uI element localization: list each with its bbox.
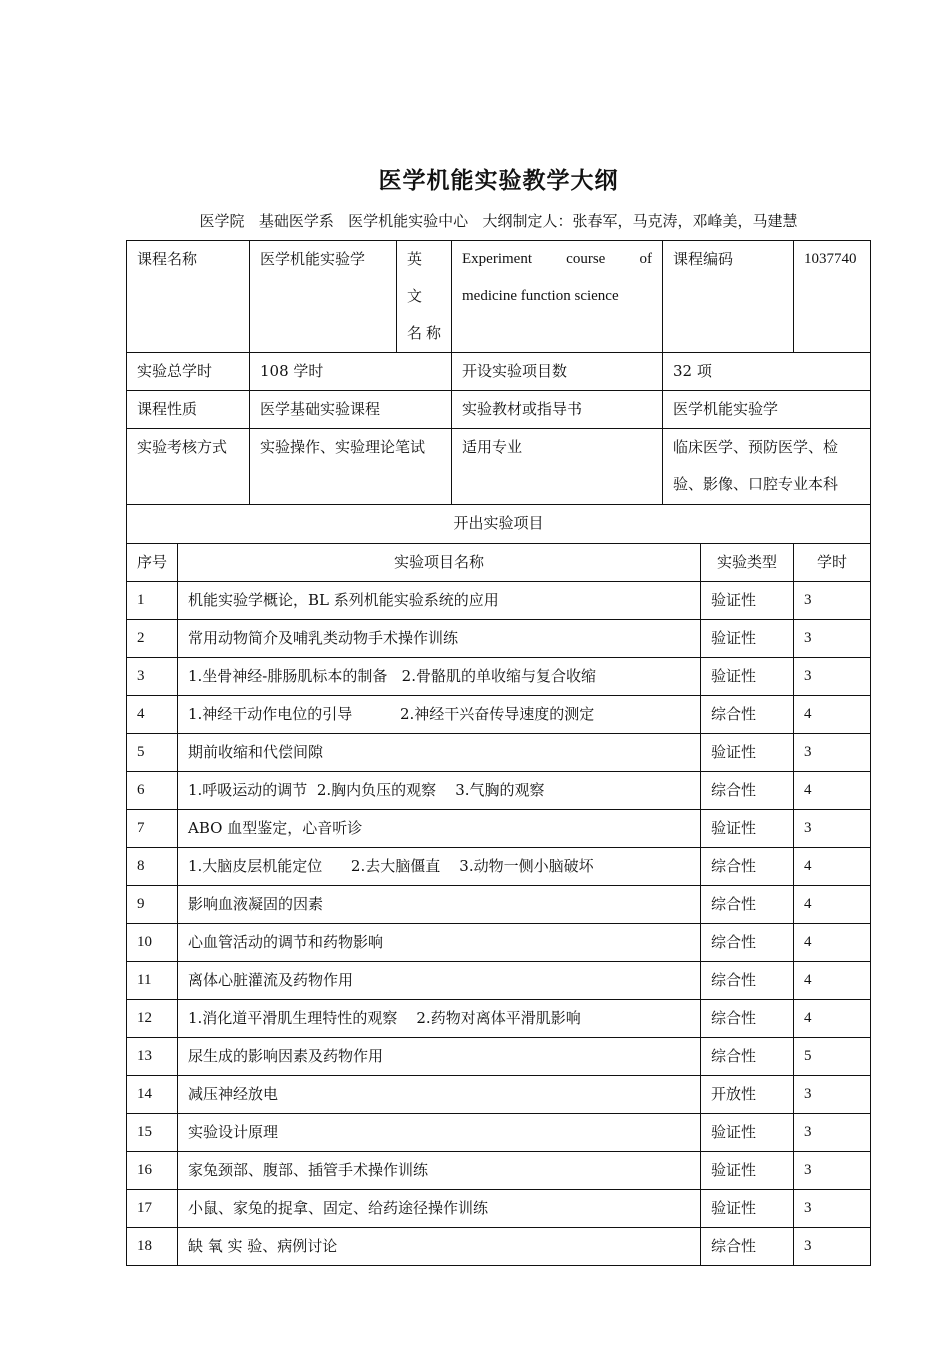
project-name: 常用动物简介及哺乳类动物手术操作训练 bbox=[178, 620, 701, 658]
english-name-line1: Experiment course of bbox=[462, 251, 653, 267]
project-no: 6 bbox=[127, 772, 178, 810]
header-type: 实验类型 bbox=[701, 544, 794, 582]
textbook-label: 实验教材或指导书 bbox=[452, 391, 663, 429]
table-row bbox=[127, 1076, 871, 1114]
project-name: 1.坐骨神经-腓肠肌标本的制备 2.骨骼肌的单收缩与复合收缩 bbox=[178, 658, 701, 696]
total-hours-value: 108 学时 bbox=[250, 353, 452, 391]
project-type: 验证性 bbox=[701, 582, 794, 620]
project-no: 4 bbox=[127, 696, 178, 734]
project-hours: 4 bbox=[794, 886, 871, 924]
project-hours: 3 bbox=[794, 582, 871, 620]
project-name: 1.神经干动作电位的引导 2.神经干兴奋传导速度的测定 bbox=[178, 696, 701, 734]
project-type: 验证性 bbox=[701, 734, 794, 772]
project-hours: 3 bbox=[794, 1190, 871, 1228]
project-name: 机能实验学概论，BL 系列机能实验系统的应用 bbox=[178, 582, 701, 620]
table-row bbox=[127, 848, 871, 886]
table-row bbox=[127, 658, 871, 696]
project-hours: 5 bbox=[794, 1038, 871, 1076]
project-type: 验证性 bbox=[701, 620, 794, 658]
project-no: 3 bbox=[127, 658, 178, 696]
project-name: 尿生成的影响因素及药物作用 bbox=[178, 1038, 701, 1076]
project-no: 10 bbox=[127, 924, 178, 962]
project-hours: 4 bbox=[794, 1000, 871, 1038]
project-hours: 4 bbox=[794, 772, 871, 810]
table-row bbox=[127, 620, 871, 658]
course-nature-label: 课程性质 bbox=[127, 391, 250, 429]
project-no: 5 bbox=[127, 734, 178, 772]
project-type: 验证性 bbox=[701, 1114, 794, 1152]
project-name: 实验设计原理 bbox=[178, 1114, 701, 1152]
course-name-label: 课程名称 bbox=[127, 241, 250, 353]
project-hours: 4 bbox=[794, 962, 871, 1000]
project-type: 开放性 bbox=[701, 1076, 794, 1114]
project-name: 1.呼吸运动的调节 2.胸内负压的观察 3.气胸的观察 bbox=[178, 772, 701, 810]
project-name: 小鼠、家兔的捉拿、固定、给药途径操作训练 bbox=[178, 1190, 701, 1228]
project-no: 13 bbox=[127, 1038, 178, 1076]
project-hours: 3 bbox=[794, 734, 871, 772]
course-code-label: 课程编码 bbox=[663, 241, 794, 353]
project-type: 验证性 bbox=[701, 658, 794, 696]
project-type: 综合性 bbox=[701, 924, 794, 962]
textbook-value: 医学机能实验学 bbox=[663, 391, 871, 429]
project-type: 综合性 bbox=[701, 1228, 794, 1266]
project-no: 14 bbox=[127, 1076, 178, 1114]
project-name: 心血管活动的调节和药物影响 bbox=[178, 924, 701, 962]
course-nature-value: 医学基础实验课程 bbox=[250, 391, 452, 429]
english-name-label: 英 文 名称 bbox=[397, 241, 452, 353]
project-name: 影响血液凝固的因素 bbox=[178, 886, 701, 924]
document-title: 医学机能实验教学大纲 bbox=[378, 167, 619, 194]
table-row bbox=[127, 1000, 871, 1038]
project-name: ABO 血型鉴定，心音听诊 bbox=[178, 810, 701, 848]
course-name-value: 医学机能实验学 bbox=[250, 241, 397, 353]
syllabus-table bbox=[126, 240, 871, 1266]
table-row bbox=[127, 810, 871, 848]
project-no: 7 bbox=[127, 810, 178, 848]
project-type: 综合性 bbox=[701, 1000, 794, 1038]
project-type: 综合性 bbox=[701, 848, 794, 886]
project-hours: 4 bbox=[794, 696, 871, 734]
project-type: 验证性 bbox=[701, 810, 794, 848]
english-name-line2: medicine function science bbox=[462, 288, 619, 304]
project-name: 期前收缩和代偿间隙 bbox=[178, 734, 701, 772]
table-row bbox=[127, 1228, 871, 1266]
table-row bbox=[127, 886, 871, 924]
project-count-label: 开设实验项目数 bbox=[452, 353, 663, 391]
project-no: 1 bbox=[127, 582, 178, 620]
project-type: 综合性 bbox=[701, 886, 794, 924]
project-hours: 4 bbox=[794, 848, 871, 886]
project-name: 减压神经放电 bbox=[178, 1076, 701, 1114]
header-no: 序号 bbox=[127, 544, 178, 582]
total-hours-label: 实验总学时 bbox=[127, 353, 250, 391]
project-hours: 4 bbox=[794, 924, 871, 962]
project-no: 8 bbox=[127, 848, 178, 886]
major-value: 临床医学、预防医学、检验、影像、口腔专业本科 bbox=[663, 429, 871, 505]
table-row bbox=[127, 1038, 871, 1076]
project-no: 15 bbox=[127, 1114, 178, 1152]
project-name: 离体心脏灌流及药物作用 bbox=[178, 962, 701, 1000]
table-row bbox=[127, 962, 871, 1000]
project-type: 综合性 bbox=[701, 1038, 794, 1076]
project-count-value: 32 项 bbox=[663, 353, 871, 391]
document-subtitle: 医学院 基础医学系 医学机能实验中心 大纲制定人：张春军，马克涛，邓峰美，马建慧 bbox=[199, 212, 798, 230]
project-hours: 3 bbox=[794, 1114, 871, 1152]
table-row bbox=[127, 1152, 871, 1190]
project-type: 综合性 bbox=[701, 772, 794, 810]
project-no: 11 bbox=[127, 962, 178, 1000]
english-name-value bbox=[452, 241, 663, 353]
header-project-name: 实验项目名称 bbox=[178, 544, 701, 582]
table-row bbox=[127, 1190, 871, 1228]
project-name: 1.消化道平滑肌生理特性的观察 2.药物对离体平滑肌影响 bbox=[178, 1000, 701, 1038]
project-no: 9 bbox=[127, 886, 178, 924]
project-type: 验证性 bbox=[701, 1152, 794, 1190]
project-no: 18 bbox=[127, 1228, 178, 1266]
project-name: 1.大脑皮层机能定位 2.去大脑僵直 3.动物一侧小脑破坏 bbox=[178, 848, 701, 886]
project-hours: 3 bbox=[794, 810, 871, 848]
project-no: 17 bbox=[127, 1190, 178, 1228]
project-hours: 3 bbox=[794, 1228, 871, 1266]
project-name: 家兔颈部、腹部、插管手术操作训练 bbox=[178, 1152, 701, 1190]
major-label: 适用专业 bbox=[452, 429, 663, 505]
project-type: 综合性 bbox=[701, 962, 794, 1000]
project-no: 2 bbox=[127, 620, 178, 658]
project-type: 验证性 bbox=[701, 1190, 794, 1228]
header-hours: 学时 bbox=[794, 544, 871, 582]
table-row bbox=[127, 734, 871, 772]
project-hours: 3 bbox=[794, 620, 871, 658]
project-hours: 3 bbox=[794, 1076, 871, 1114]
project-no: 16 bbox=[127, 1152, 178, 1190]
table-row bbox=[127, 1114, 871, 1152]
table-row bbox=[127, 924, 871, 962]
assessment-label: 实验考核方式 bbox=[127, 429, 250, 505]
table-row bbox=[127, 582, 871, 620]
course-code-value: 1037740 bbox=[794, 241, 871, 353]
project-type: 综合性 bbox=[701, 696, 794, 734]
project-name: 缺 氧 实 验、病例讨论 bbox=[178, 1228, 701, 1266]
projects-section-title: 开出实验项目 bbox=[127, 505, 871, 544]
assessment-value: 实验操作、实验理论笔试 bbox=[250, 429, 452, 505]
table-row bbox=[127, 696, 871, 734]
table-row bbox=[127, 772, 871, 810]
project-hours: 3 bbox=[794, 658, 871, 696]
project-no: 12 bbox=[127, 1000, 178, 1038]
project-hours: 3 bbox=[794, 1152, 871, 1190]
